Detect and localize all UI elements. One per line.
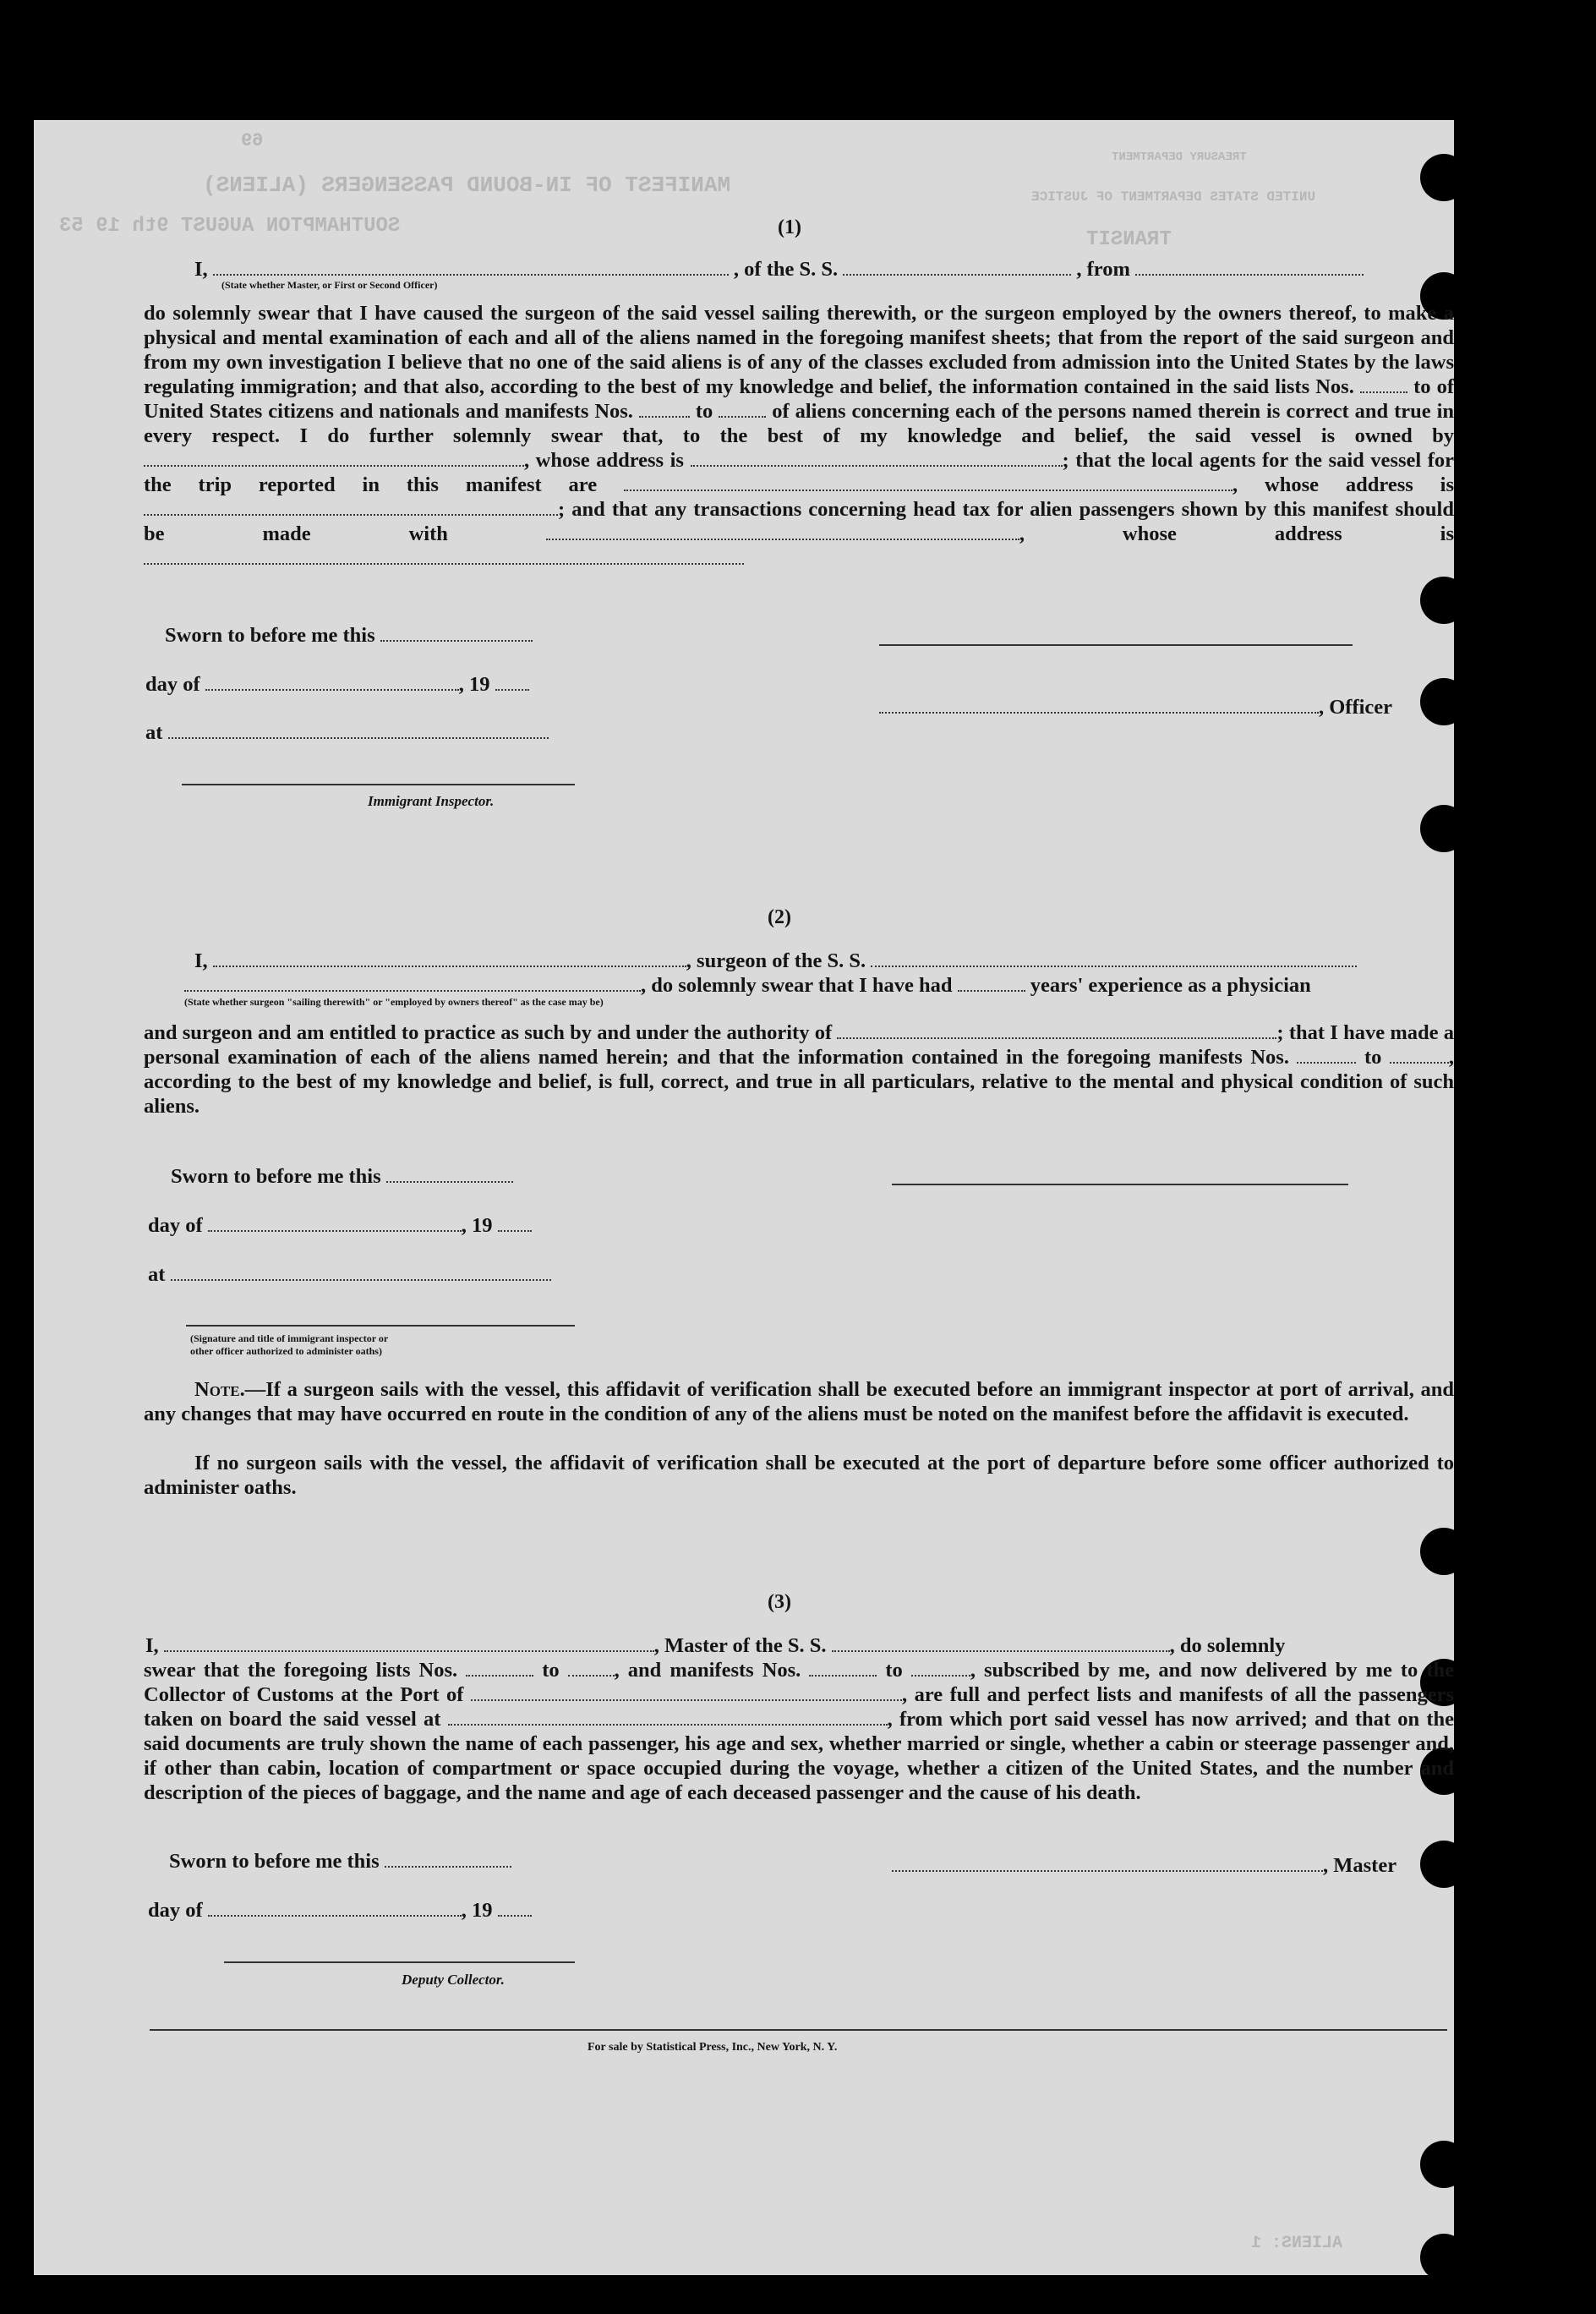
bleed-through-bottom: ALIENS: 1 bbox=[1251, 2234, 1343, 2253]
punch-hole bbox=[1420, 2234, 1454, 2275]
s2-first-line: I, , surgeon of the S. S. bbox=[194, 949, 1357, 973]
s2-sig-caption-2: other officer authorized to administer oaths) bbox=[190, 1345, 382, 1357]
bleed-through-transit: TRANSIT bbox=[1086, 228, 1172, 251]
s1-at-field[interactable] bbox=[168, 720, 549, 739]
officer-name-field[interactable] bbox=[213, 257, 729, 276]
s1-at: at bbox=[145, 720, 549, 745]
local-agents-field[interactable] bbox=[624, 473, 1233, 491]
head-tax-contact-field[interactable] bbox=[546, 522, 1019, 540]
of-ss-label: , of the S. S. bbox=[733, 258, 839, 281]
manifest-from-field[interactable] bbox=[639, 399, 690, 418]
citizen-list-from-field[interactable] bbox=[1360, 375, 1407, 393]
s3-day-field[interactable] bbox=[208, 1898, 462, 1917]
s2-at-field[interactable] bbox=[171, 1262, 551, 1281]
owner-address-field[interactable] bbox=[691, 448, 1063, 467]
section-1-body: do solemnly swear that I have caused the surgeon of the said vessel sailing therewith, or the surgeon employed by the owners thereof, to make a physical and mental examination of each and all of the aliens named in the foregoing manifest sheets; that from the report of the said surgeon and from my own investigation I believe that no one of the said aliens is of any of the classes excluded from admission into the United States by the laws regulating immigration; and that also, according to the best of my knowledge and belief, the information contained in the said lists Nos. to of United States citizens and nationals and manifests Nos. to of aliens concerning each of the persons named therein is correct and true in every respect. I do further solemnly swear that, to the best of my knowledge and belief, the said vessel is owned by , whose address is ; that the local agents for the said vessel for the trip reported in this manifest are , whose address is ; and that any transactions concerning head tax for alien passengers shown by this manifest should be made with , whose address is bbox=[144, 301, 1454, 571]
s2-vessel-field[interactable] bbox=[871, 949, 1357, 967]
s2-years-field[interactable] bbox=[958, 973, 1025, 992]
s3-lists-from-field[interactable] bbox=[466, 1658, 533, 1677]
officer-hint: (State whether Master, or First or Second Officer) bbox=[221, 279, 438, 291]
s2-second-line: , do solemnly swear that I have had years' experience as a physician bbox=[184, 973, 1311, 998]
s3-sworn-date-field[interactable] bbox=[385, 1849, 511, 1868]
punch-hole bbox=[1420, 2141, 1454, 2188]
s3-deputy-signature-line[interactable] bbox=[224, 1961, 575, 1963]
s3-year-field[interactable] bbox=[498, 1898, 532, 1917]
section-2-number: (2) bbox=[768, 906, 791, 928]
note-label: Note. bbox=[194, 1378, 245, 1401]
punch-hole bbox=[1420, 1528, 1454, 1575]
s1-officer-field[interactable] bbox=[879, 695, 1319, 714]
punch-hole bbox=[1420, 577, 1454, 624]
section-1-number: (1) bbox=[778, 216, 801, 238]
s2-sig-caption-1: (Signature and title of immigrant inspector or bbox=[190, 1332, 389, 1344]
lead-i: I, bbox=[194, 258, 208, 281]
bleed-through-treasury: TREASURY DEPARTMENT bbox=[1112, 150, 1247, 164]
section-2-body: and surgeon and am entitled to practice as such by and under the authority of ; that I have made a personal examination of each of the aliens named herein; and that the information contained in the foregoing manifests Nos. to , according to the best of my knowledge and belief, is full, correct, and true in all particulars, relative to the mental and physical condition of such aliens. bbox=[144, 1021, 1454, 1118]
s3-manifest-to-field[interactable] bbox=[911, 1658, 970, 1677]
vessel-name-field[interactable] bbox=[843, 257, 1071, 276]
s2-sworn-date-field[interactable] bbox=[386, 1164, 513, 1183]
s2-note: Note.—If a surgeon sails with the vessel, this affidavit of verification shall be executed before an immigrant inspector at port of arrival, and any changes that may have occurred en route in the condition of any of the aliens must be noted on the manifest before the affidavit is executed. bbox=[144, 1378, 1454, 1425]
head-tax-address-field[interactable] bbox=[144, 546, 744, 565]
owner-field[interactable] bbox=[144, 448, 524, 467]
s1-year-field[interactable] bbox=[495, 672, 529, 691]
s1-officer-signature-line[interactable] bbox=[879, 644, 1353, 646]
s2-sworn: Sworn to before me this bbox=[171, 1164, 513, 1189]
s2-manifest-to-field[interactable] bbox=[1390, 1045, 1449, 1064]
s3-master-name-field[interactable] bbox=[164, 1633, 654, 1652]
s2-surgeon-type-field[interactable] bbox=[184, 973, 641, 992]
s1-day-field[interactable] bbox=[205, 672, 459, 691]
s3-manifest-from-field[interactable] bbox=[809, 1658, 877, 1677]
s2-surgeon-name-field[interactable] bbox=[213, 949, 686, 967]
s1-officer-line: , Officer bbox=[879, 695, 1392, 719]
footer-imprint: For sale by Statistical Press, Inc., New York, N. Y. bbox=[588, 2041, 838, 2054]
s3-port-field[interactable] bbox=[471, 1682, 902, 1701]
punch-hole bbox=[1420, 154, 1454, 201]
s3-day-of: day of , 19 bbox=[148, 1898, 532, 1923]
punch-hole bbox=[1420, 805, 1454, 852]
s3-port-taken-field[interactable] bbox=[448, 1707, 888, 1726]
section-3-body: swear that the foregoing lists Nos. to , and manifests Nos. to , subscribed by me, and now delivered by me to the Collector of Customs at the Port of , are full and perfect lists and manifests of all the passengers taken on board the said vessel at , from which port said vessel has now arrived; and that on the said documents are truly shown the name of each passenger, his age and sex, whether married or single, whether a cabin or steerage passenger and, if other than cabin, location of compartment or space occupied during the voyage, whether a citizen of the United States, and the number and description of the pieces of baggage, and the name and age of each deceased passenger and the cause of his death. bbox=[144, 1659, 1454, 1804]
s3-deputy-caption: Deputy Collector. bbox=[402, 1972, 505, 1988]
from-label: , from bbox=[1076, 258, 1130, 281]
section-3-number: (3) bbox=[768, 1591, 791, 1613]
bleed-through-number: 69 bbox=[241, 130, 264, 151]
from-port-field[interactable] bbox=[1135, 257, 1364, 276]
s2-day-of: day of , 19 bbox=[148, 1213, 532, 1238]
s2-day-field[interactable] bbox=[208, 1213, 462, 1232]
s2-at: at bbox=[148, 1262, 551, 1287]
s1-sworn-date-field[interactable] bbox=[380, 623, 533, 642]
s3-lists-to-field[interactable] bbox=[568, 1658, 615, 1677]
s3-vessel-field[interactable] bbox=[832, 1633, 1170, 1652]
s2-manifest-from-field[interactable] bbox=[1297, 1045, 1356, 1064]
s1-day-of: day of , 19 bbox=[145, 672, 529, 697]
manifest-to-field[interactable] bbox=[719, 399, 766, 418]
s2-year-field[interactable] bbox=[498, 1213, 532, 1232]
punch-hole bbox=[1420, 678, 1454, 725]
s1-inspector-caption: Immigrant Inspector. bbox=[368, 793, 495, 809]
s3-first-line: I, , Master of the S. S. , do solemnly bbox=[145, 1634, 1286, 1657]
s2-hint: (State whether surgeon "sailing therewith" or "employed by owners thereof" as the case may be) bbox=[184, 996, 604, 1008]
s2-authority-field[interactable] bbox=[837, 1020, 1276, 1039]
bleed-through-voyage: SOUTHAMPTON AUGUST 9th 19 53 bbox=[59, 215, 401, 238]
s2-surgeon-signature-line[interactable] bbox=[892, 1184, 1348, 1185]
s2-note-2: If no surgeon sails with the vessel, the affidavit of verification shall be executed at the port of departure before some officer authorized to administer oaths. bbox=[144, 1452, 1454, 1499]
s3-master-signature-field[interactable] bbox=[892, 1853, 1323, 1872]
bleed-through-title: MANIFEST OF IN-BOUND PASSENGERS (ALIENS) bbox=[203, 172, 731, 198]
s3-sworn: Sworn to before me this bbox=[169, 1849, 511, 1874]
agents-address-field[interactable] bbox=[144, 497, 558, 516]
s2-inspector-signature-line[interactable] bbox=[186, 1325, 575, 1327]
punch-hole bbox=[1420, 1841, 1454, 1888]
s1-sworn: Sworn to before me this bbox=[165, 623, 533, 648]
footer-rule bbox=[150, 2029, 1447, 2031]
section-1-first-line bbox=[194, 257, 1364, 282]
s1-inspector-signature-line[interactable] bbox=[182, 784, 575, 785]
bleed-through-department: UNITED STATES DEPARTMENT OF JUSTICE bbox=[1031, 189, 1316, 205]
s3-master-line: , Master bbox=[892, 1853, 1396, 1878]
document-page bbox=[34, 120, 1454, 2275]
